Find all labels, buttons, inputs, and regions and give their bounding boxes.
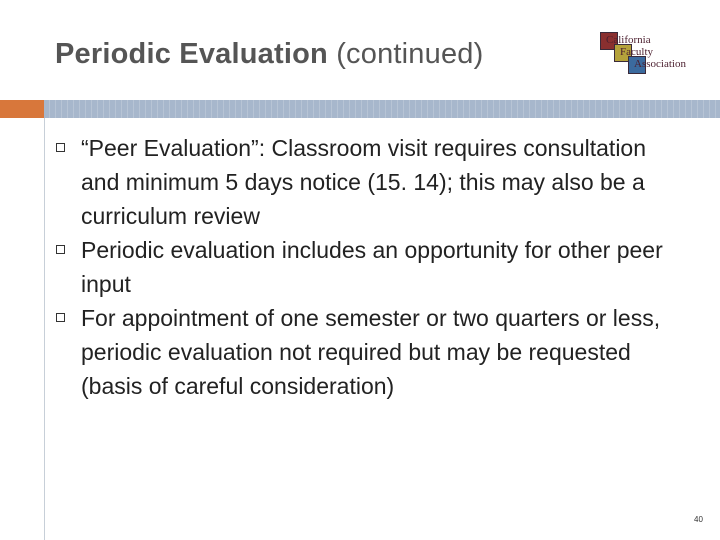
bullet-text: For appointment of one semester or two quarters or less, periodic evaluation not required but may be requested (basis of careful consideration) — [81, 305, 661, 399]
logo-text-line3: Association — [634, 58, 686, 70]
checkbox-bullet-icon — [56, 313, 65, 322]
bullet-item — [56, 233, 666, 301]
bullet-item — [56, 131, 666, 233]
bullet-text: Periodic evaluation includes an opportunity for other peer input — [81, 237, 663, 297]
checkbox-bullet-icon — [56, 245, 65, 254]
left-divider-line — [44, 118, 45, 540]
header-accent-bar-orange — [0, 100, 44, 118]
bullet-list — [56, 131, 666, 403]
logo-text-line1: California — [606, 34, 651, 46]
header-accent-bar-blue — [44, 100, 720, 118]
checkbox-bullet-icon — [56, 143, 65, 152]
slide-title-main: Periodic Evaluation — [55, 38, 328, 70]
logo-text-line2: Faculty — [620, 46, 653, 58]
bullet-text: “Peer Evaluation”: Classroom visit requires consultation and minimum 5 days notice (15. 14); this may also be a curriculum review — [81, 135, 647, 229]
page-number: 40 — [694, 515, 703, 524]
cfa-logo — [598, 30, 694, 80]
bullet-item — [56, 301, 666, 403]
slide-title — [55, 38, 483, 71]
slide-title-suffix: (continued) — [327, 38, 484, 70]
